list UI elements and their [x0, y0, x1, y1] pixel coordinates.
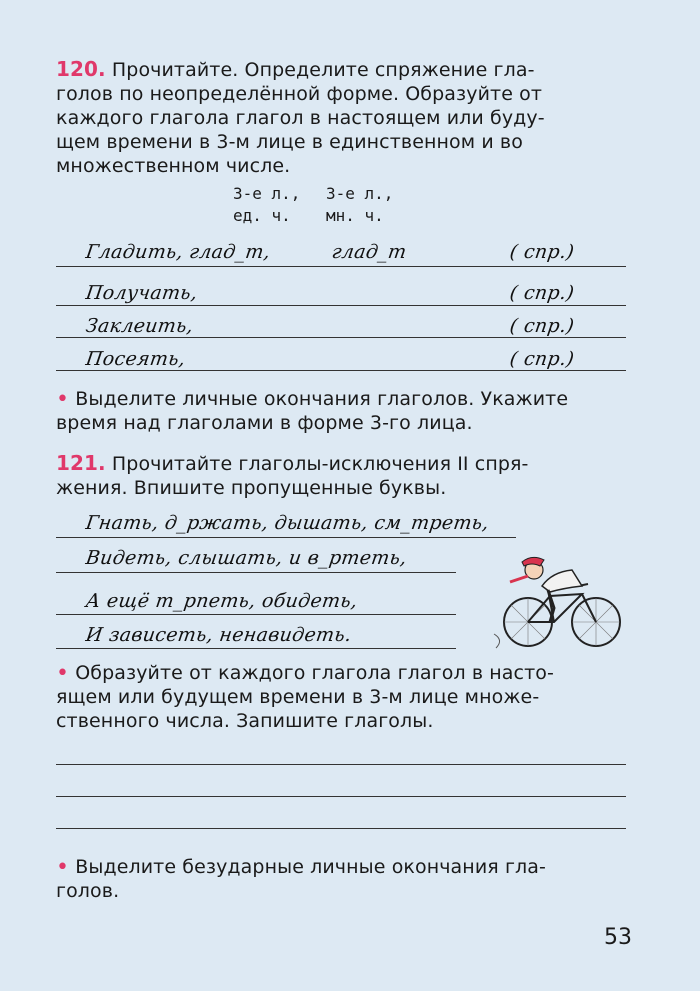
column-header-plural: 3-е л., мн. ч. [326, 184, 394, 225]
poem-line: Видеть, слышать, и в_ртеть, [84, 547, 409, 569]
exercise-number: 121. [56, 451, 106, 475]
writing-line [56, 648, 456, 649]
row-verb: Получать, [84, 282, 199, 304]
bullet-icon: • [56, 661, 70, 686]
writing-line [56, 266, 626, 267]
writing-line [56, 537, 516, 538]
exercise-121-task-2: • Выделите безударные личные окончания гла- голов. [56, 855, 546, 902]
column-header-singular: 3-е л., ед. ч. [233, 184, 301, 225]
poem-line: Гнать, д_ржать, дышать, см_треть, [84, 512, 491, 534]
poem-line: А ещё т_рпеть, обидеть, [84, 590, 359, 612]
bullet-icon: • [56, 855, 70, 880]
writing-line [56, 370, 626, 371]
writing-line [56, 828, 626, 829]
row-verb: Заклеить, [84, 315, 195, 337]
row-verb: Посеять, [84, 348, 187, 370]
writing-line [56, 337, 626, 338]
row-conjugation: ( спр.) [508, 348, 576, 370]
row-conjugation: ( спр.) [508, 315, 576, 337]
exercise-121-text: 121. Прочитайте глаголы-исключения II спря- жения. Впишите пропущенные буквы. [56, 451, 529, 499]
writing-line [56, 572, 456, 573]
writing-line [56, 614, 456, 615]
exercise-120-task: • Выделите личные окончания глаголов. Укажите время над глаголами в форме 3-го лица. [56, 387, 569, 434]
row-verb: Гладить, глад_т, [84, 241, 272, 263]
row-conjugation: ( спр.) [508, 282, 576, 304]
row-form2: глад_т [330, 241, 408, 263]
exercise-120-text: 120. Прочитайте. Определите спряжение гла- голов по неопределённой форме. Образуйте от каждого глагола глагол в настоящем или буду- щем времени в 3-м лице в единственном и во множественном числе. [56, 57, 545, 177]
writing-line [56, 305, 626, 306]
writing-line [56, 764, 626, 765]
row-conjugation: ( спр.) [508, 241, 576, 263]
exercise-121-task-1: • Образуйте от каждого глагола глагол в насто- ящем или будущем времени в 3-м лице множе- ственного числа. Запишите глаголы. [56, 661, 554, 732]
writing-line [56, 796, 626, 797]
page-number: 53 [604, 925, 632, 950]
poem-line: И зависеть, ненавидеть. [84, 624, 353, 646]
bullet-icon: • [56, 387, 70, 412]
cyclist-illustration [492, 552, 632, 652]
exercise-number: 120. [56, 57, 106, 81]
